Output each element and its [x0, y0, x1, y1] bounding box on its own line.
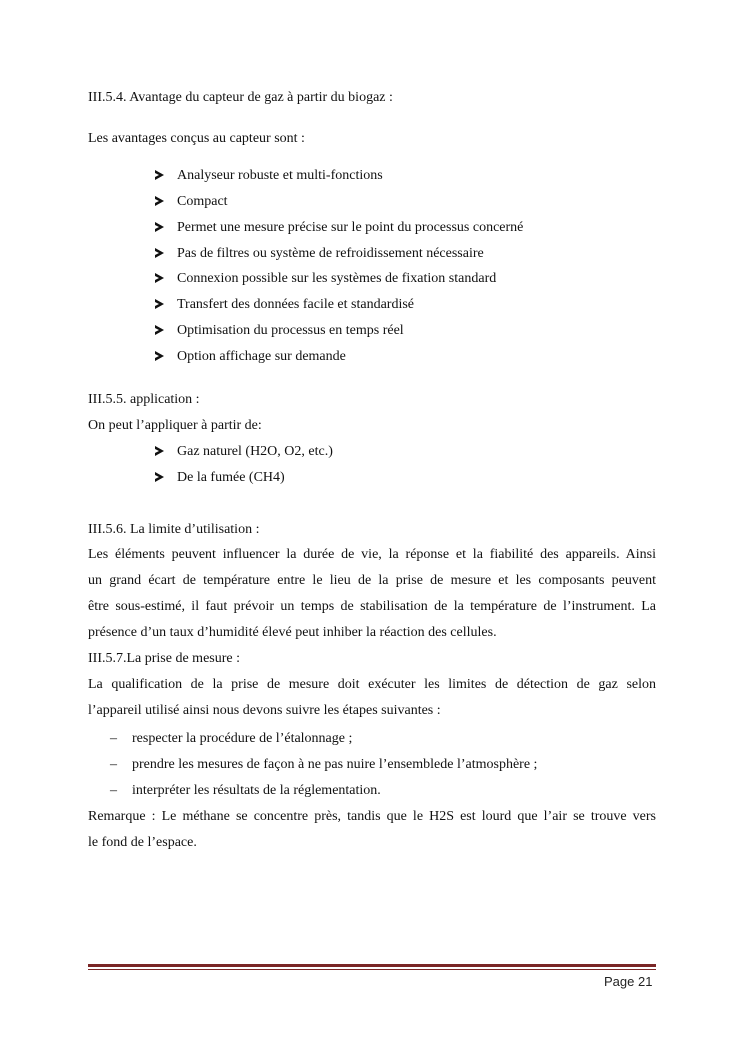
arrow-bullet-icon	[155, 351, 164, 361]
list-item: Optimisation du processus en temps réel	[155, 322, 404, 340]
list-item: Connexion possible sur les systèmes de fixation standard	[155, 270, 496, 288]
arrow-bullet-icon	[155, 472, 164, 482]
paragraph-line: présence d’un taux d’humidité élevé peut inhiber la réaction des cellules.	[88, 625, 497, 640]
remark-line: Remarque : Le méthane se concentre près, tandis que le H2S est lourd que l’air se trouve vers	[88, 809, 656, 824]
arrow-bullet-icon	[155, 273, 164, 283]
list-item: – respecter la procédure de l’étalonnage ;	[110, 731, 353, 746]
paragraph-line: l’appareil utilisé ainsi nous devons suivre les étapes suivantes :	[88, 703, 441, 718]
list-item: Transfert des données facile et standardisé	[155, 296, 414, 314]
list-item: Compact	[155, 193, 228, 211]
arrow-bullet-icon	[155, 248, 164, 258]
list-item: Pas de filtres ou système de refroidissement nécessaire	[155, 245, 484, 263]
section-354-heading: III.5.4. Avantage du capteur de gaz à partir du biogaz :	[88, 90, 393, 105]
section-355-intro: On peut l’appliquer à partir de:	[88, 418, 262, 433]
document-page	[88, 0, 656, 1053]
list-item: Gaz naturel (H2O, O2, etc.)	[155, 443, 333, 461]
section-356-heading: III.5.6. La limite d’utilisation :	[88, 522, 260, 537]
list-item: Option affichage sur demande	[155, 348, 346, 366]
list-item: Analyseur robuste et multi-fonctions	[155, 167, 383, 185]
section-354-intro: Les avantages conçus au capteur sont :	[88, 131, 305, 146]
arrow-bullet-icon	[155, 299, 164, 309]
dash-bullet: –	[110, 757, 117, 772]
remark-line: le fond de l’espace.	[88, 835, 197, 850]
paragraph-line: un grand écart de température entre le lieu de la prise de mesure et les composants peuvent	[88, 573, 656, 588]
list-item: Permet une mesure précise sur le point du processus concerné	[155, 219, 523, 237]
list-item: De la fumée (CH4)	[155, 469, 285, 487]
list-item: – prendre les mesures de façon à ne pas nuire l’ensemblede l’atmosphère ;	[110, 757, 538, 772]
arrow-bullet-icon	[155, 196, 164, 206]
arrow-bullet-icon	[155, 446, 164, 456]
arrow-bullet-icon	[155, 170, 164, 180]
page-number: Page 21	[604, 974, 653, 989]
section-355-heading: III.5.5. application :	[88, 392, 200, 407]
footer-rule-thin	[88, 969, 656, 970]
arrow-bullet-icon	[155, 325, 164, 335]
arrow-bullet-icon	[155, 222, 164, 232]
paragraph-line: être sous-estimé, il faut prévoir un temps de stabilisation de la température de l’instrument. La	[88, 599, 656, 614]
footer-rule	[88, 964, 656, 967]
section-357-heading: III.5.7.La prise de mesure :	[88, 651, 240, 666]
dash-bullet: –	[110, 783, 117, 798]
paragraph-line: Les éléments peuvent influencer la durée de vie, la réponse et la fiabilité des appareils. Ainsi	[88, 547, 656, 562]
paragraph-line: La qualification de la prise de mesure doit exécuter les limites de détection de gaz selon	[88, 677, 656, 692]
list-item: – interpréter les résultats de la réglementation.	[110, 783, 381, 798]
dash-bullet: –	[110, 731, 117, 746]
